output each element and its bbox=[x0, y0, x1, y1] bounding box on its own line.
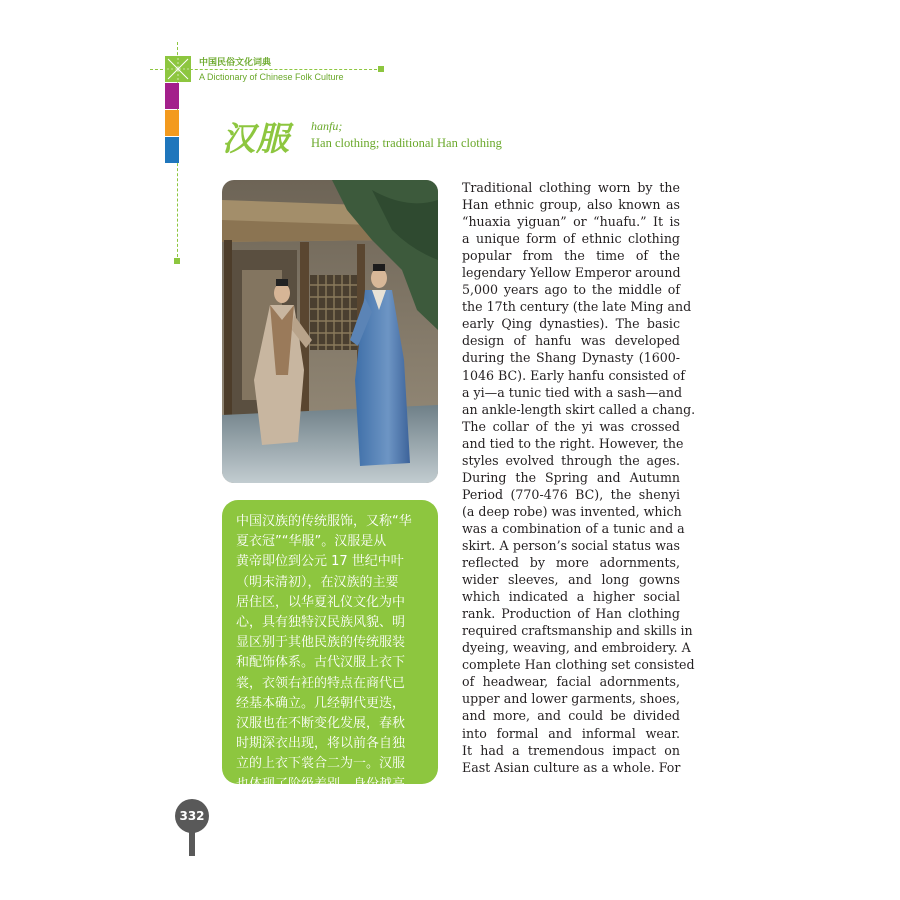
english-text-line: legendary Yellow Emperor around bbox=[462, 265, 681, 281]
english-text-line: reflected by more adornments, bbox=[462, 555, 680, 571]
english-text-line: skirt. A person’s social status was bbox=[462, 537, 680, 553]
header-guide-dot bbox=[378, 66, 384, 72]
english-text-line: of headwear, facial adornments, bbox=[462, 674, 680, 690]
english-text-line: a unique form of ethnic clothing bbox=[462, 231, 680, 247]
english-text-line: Han ethnic group, also known as bbox=[462, 197, 680, 213]
english-text-line: a yi—a tunic tied with a sash—and bbox=[462, 384, 683, 400]
english-text-line: design of hanfu was developed bbox=[462, 333, 680, 349]
entry-title-en: Han clothing; traditional Han clothing bbox=[311, 136, 502, 150]
chinese-text-line: 显区别于其他民族的传统服装 bbox=[236, 635, 406, 651]
book-title-zh: 中国民俗文化词典 bbox=[199, 58, 272, 68]
english-text-line: complete Han clothing set consisted bbox=[462, 657, 695, 673]
english-text-line: 1046 BC). Early hanfu consisted of bbox=[462, 367, 685, 383]
chinese-text-line: 中国汉族的传统服饰，又称“华 bbox=[236, 514, 412, 529]
english-text-line: was a combination of a tunic and a bbox=[462, 520, 685, 536]
english-text-line: and tied to the right. However, the bbox=[462, 435, 684, 451]
blue-color-tab bbox=[165, 137, 179, 163]
orange-color-tab bbox=[165, 110, 179, 136]
purple-color-tab bbox=[165, 83, 179, 109]
chinese-definition-box bbox=[222, 500, 438, 792]
english-text-line: the 17th century (the late Ming and bbox=[462, 299, 692, 315]
english-text-line: rank. Production of Han clothing bbox=[462, 606, 680, 622]
chinese-text-line: 也体现了阶级差别，身份越高 bbox=[236, 776, 406, 792]
english-text-line: It had a tremendous impact on bbox=[462, 742, 680, 758]
english-text-line: during the Shang Dynasty (1600- bbox=[462, 350, 680, 366]
english-text-line: and more, and could be divided bbox=[462, 708, 680, 724]
english-text-line: upper and lower garments, shoes, bbox=[462, 691, 680, 707]
chinese-text-line: 黄帝即位到公元 17 世纪中叶 bbox=[236, 554, 404, 570]
entry-pinyin: hanfu; bbox=[311, 119, 343, 133]
chinese-text-line: 心，具有独特汉民族风貌、明 bbox=[236, 615, 406, 631]
english-text-line: early Qing dynasties). The basic bbox=[462, 316, 680, 332]
english-text-line: East Asian culture as a whole. For bbox=[462, 759, 681, 775]
entry-title-zh: 汉服 bbox=[222, 119, 290, 158]
english-text-line: an ankle-length skirt called a chang. bbox=[462, 401, 696, 417]
chinese-text-line: 立的上衣下裳合二为一。汉服 bbox=[236, 756, 406, 772]
english-text-line: “huaxia yiguan” or “huafu.” It is bbox=[462, 214, 680, 230]
hanfu-photo bbox=[222, 180, 438, 483]
chinese-text-line: 时期深衣出现，将以前各自独 bbox=[236, 736, 406, 752]
book-title-en: A Dictionary of Chinese Folk Culture bbox=[199, 72, 344, 82]
english-text-line: which indicated a higher social bbox=[462, 589, 680, 605]
chinese-text-line: 夏衣冠”“华服”。汉服是从 bbox=[236, 534, 387, 550]
english-text-line: into formal and informal wear. bbox=[462, 725, 680, 741]
english-text-line: Period (770-476 BC), the shenyi bbox=[462, 486, 680, 502]
english-text-line: styles evolved through the ages. bbox=[462, 452, 680, 468]
chinese-text-line: 和配饰体系。古代汉服上衣下 bbox=[236, 655, 406, 671]
chinese-text-line: （明末清初），在汉族的主要 bbox=[236, 574, 399, 590]
english-text-line: required craftsmanship and skills in bbox=[462, 623, 693, 639]
english-text-line: wider sleeves, and long gowns bbox=[462, 572, 680, 588]
english-text-line: (a deep robe) was invented, which bbox=[462, 503, 682, 519]
english-text-line: During the Spring and Autumn bbox=[462, 469, 680, 485]
side-guide-dot bbox=[174, 258, 180, 264]
chinese-text-line: 居住区，以华夏礼仪文化为中 bbox=[236, 594, 406, 610]
english-text-line: popular from the time of the bbox=[462, 248, 680, 264]
english-text-line: dyeing, weaving, and embroidery. A bbox=[462, 640, 691, 656]
page-number-stem bbox=[189, 830, 195, 856]
english-text-line: 5,000 years ago to the middle of bbox=[462, 282, 680, 298]
chinese-text-line: 经基本确立。几经朝代更迭， bbox=[236, 695, 406, 711]
page-number: 332 bbox=[175, 799, 209, 833]
english-text-line: Traditional clothing worn by the bbox=[462, 180, 680, 195]
chinese-text-line: 汉服也在不断变化发展，春秋 bbox=[236, 716, 406, 732]
english-definition-text bbox=[462, 179, 696, 776]
english-text-line: The collar of the yi was crossed bbox=[462, 418, 680, 434]
chinese-text-line: 裳，衣领右衽的特点在商代已 bbox=[236, 675, 406, 691]
book-logo-icon bbox=[165, 56, 191, 82]
